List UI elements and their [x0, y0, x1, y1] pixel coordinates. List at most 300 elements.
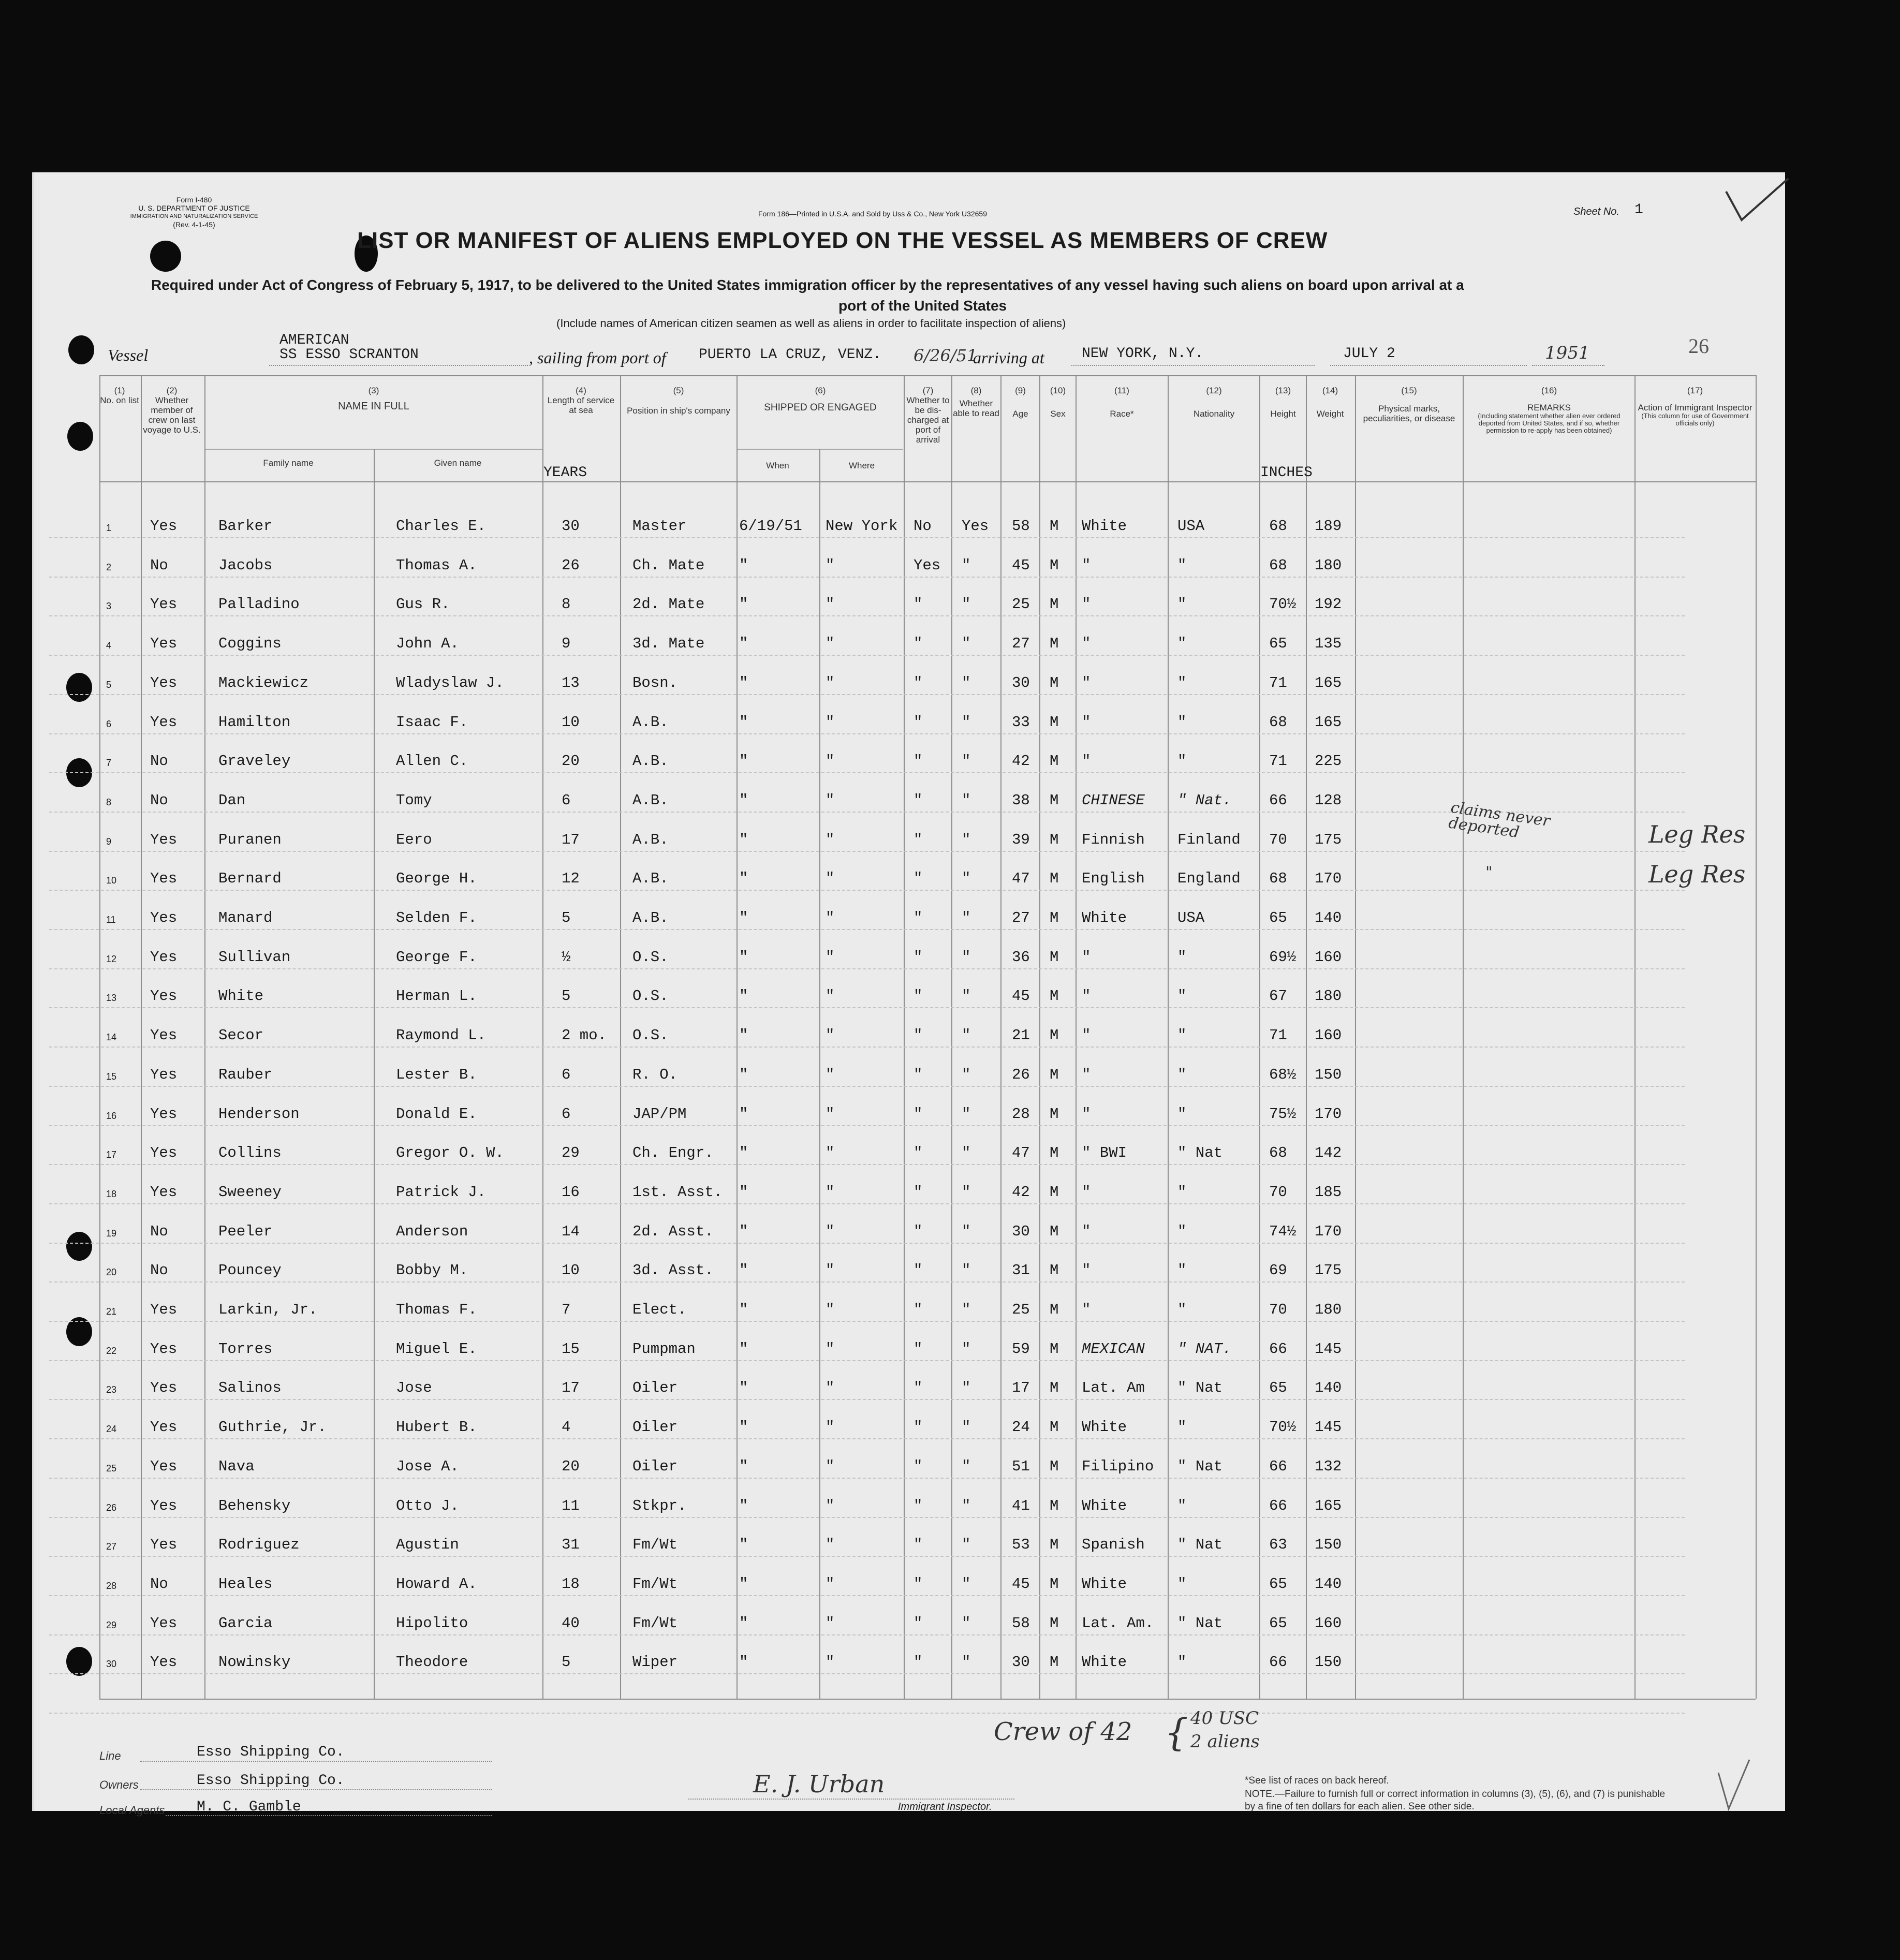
shipped-when: " [739, 1222, 748, 1240]
weight: 165 [1315, 713, 1342, 731]
owners-label: Owners [99, 1778, 139, 1791]
race: White [1082, 1419, 1127, 1436]
family-name: Nava [218, 1457, 255, 1475]
weight: 189 [1315, 518, 1342, 535]
crew-last-voyage: No [150, 556, 168, 574]
sex: M [1050, 1301, 1059, 1318]
row-guide-line [49, 1243, 1685, 1244]
column-rule [1259, 375, 1260, 1699]
crew-last-voyage: Yes [150, 1419, 178, 1436]
crew-last-voyage: Yes [150, 1301, 178, 1318]
given-name: Thomas F. [396, 1301, 477, 1318]
col-13-header [1260, 386, 1306, 419]
height: 71 [1269, 753, 1287, 770]
sex: M [1050, 1457, 1059, 1475]
shipped-where: " [826, 1066, 835, 1083]
able-to-read: " [962, 948, 971, 966]
shipped-when: " [739, 556, 748, 574]
height: 74½ [1269, 1222, 1297, 1240]
crew-brace: { [1165, 1711, 1188, 1754]
col-6b-header: Where [848, 461, 875, 470]
form-id: Form I-480 [176, 196, 212, 204]
column-rule [1306, 375, 1307, 1699]
position: Stkpr. [632, 1497, 687, 1514]
family-name: Larkin, Jr. [218, 1301, 318, 1318]
check-mark [1724, 176, 1791, 223]
sex: M [1050, 1654, 1059, 1671]
able-to-read: " [962, 596, 971, 613]
column-rule [904, 375, 905, 1699]
col-17-header [1636, 386, 1755, 427]
row-guide-line [49, 1517, 1685, 1518]
family-name: Sullivan [218, 948, 291, 966]
race: CHINESE [1082, 791, 1145, 809]
weight: 175 [1315, 1262, 1342, 1279]
col-15-header [1356, 386, 1462, 423]
row-number: 14 [106, 1032, 117, 1043]
row-number: 7 [106, 758, 112, 769]
years-service: 26 [562, 556, 580, 574]
height: 70½ [1269, 1419, 1297, 1436]
years-service: 12 [562, 870, 580, 888]
col-14-header [1307, 386, 1353, 419]
col-4-header [543, 386, 618, 415]
discharged: " [914, 1105, 923, 1123]
nationality: " [1177, 948, 1187, 966]
height: 70½ [1269, 596, 1297, 613]
weight: 225 [1315, 753, 1342, 770]
years-service: 18 [562, 1575, 580, 1593]
given-name: Miguel E. [396, 1340, 477, 1358]
sex: M [1050, 1027, 1059, 1044]
given-name: Gregor O. W. [396, 1144, 504, 1162]
able-to-read: " [962, 988, 971, 1005]
crew-breakdown-aliens: 2 aliens [1190, 1731, 1260, 1752]
weight: 160 [1315, 1027, 1342, 1044]
nationality: " Nat [1177, 1457, 1223, 1475]
col-3b-header: Given name [434, 458, 482, 468]
col-12-header [1169, 386, 1259, 419]
race: " [1082, 1222, 1091, 1240]
shipped-when: " [739, 1340, 748, 1358]
able-to-read: " [962, 1536, 971, 1554]
shipped-when: " [739, 1301, 748, 1318]
discharged: " [914, 1144, 923, 1162]
position: Bosn. [632, 674, 678, 691]
ink-blot [150, 241, 181, 272]
years-service: 17 [562, 1379, 580, 1397]
nationality: Finland [1177, 831, 1241, 848]
age: 39 [1012, 831, 1030, 848]
row-guide-line [49, 1595, 1685, 1596]
weight: 140 [1315, 1379, 1342, 1397]
action-row-10: Leg Res [1648, 860, 1746, 888]
row-guide-line [49, 577, 1685, 578]
column-rule [951, 375, 952, 1699]
row-number: 17 [106, 1150, 117, 1160]
nationality: " [1177, 753, 1187, 770]
race: Lat. Am [1082, 1379, 1145, 1397]
shipped-where: " [826, 948, 835, 966]
family-name: Bernard [218, 870, 282, 888]
age: 42 [1012, 753, 1030, 770]
given-name: Raymond L. [396, 1027, 487, 1044]
shipped-where: " [826, 1379, 835, 1397]
crew-last-voyage: Yes [150, 948, 178, 966]
able-to-read: " [962, 831, 971, 848]
years-service: 10 [562, 713, 580, 731]
family-name: Collins [218, 1144, 282, 1162]
crew-last-voyage: Yes [150, 1340, 178, 1358]
position: Ch. Engr. [632, 1144, 714, 1162]
able-to-read: " [962, 1144, 971, 1162]
crew-last-voyage: Yes [150, 988, 178, 1005]
able-to-read: " [962, 1183, 971, 1201]
race: " [1082, 1027, 1091, 1044]
col-5-number: (5) [673, 386, 684, 395]
position: A.B. [632, 753, 669, 770]
given-name: Patrick J. [396, 1183, 487, 1201]
col-17-title: Action of Immigrant Inspector [1638, 403, 1752, 412]
sex: M [1050, 596, 1059, 613]
able-to-read: " [962, 1262, 971, 1279]
age: 27 [1012, 909, 1030, 926]
col-14-number: (14) [1322, 386, 1338, 395]
inspector-signature: E. J. Urban [753, 1770, 885, 1798]
weight: 150 [1315, 1654, 1342, 1671]
discharged: " [914, 791, 923, 809]
family-name: Behensky [218, 1497, 291, 1514]
given-name: Tomy [396, 791, 432, 809]
able-to-read: " [962, 870, 971, 888]
race: English [1082, 870, 1145, 888]
discharged: " [914, 1497, 923, 1514]
crew-last-voyage: Yes [150, 635, 178, 653]
position: A.B. [632, 909, 669, 926]
given-name: Charles E. [396, 518, 487, 535]
sex: M [1050, 635, 1059, 653]
position: O.S. [632, 988, 669, 1005]
weight: 180 [1315, 1301, 1342, 1318]
given-name: Howard A. [396, 1575, 477, 1593]
race: " [1082, 988, 1091, 1005]
weight: 145 [1315, 1419, 1342, 1436]
shipped-when: " [739, 1144, 748, 1162]
nationality: " Nat [1177, 1536, 1223, 1554]
nationality: " [1177, 635, 1187, 653]
nationality: " [1177, 1497, 1187, 1514]
race: Lat. Am. [1082, 1614, 1154, 1632]
row-guide-line [49, 812, 1685, 813]
weight: 180 [1315, 988, 1342, 1005]
age: 21 [1012, 1027, 1030, 1044]
crew-last-voyage: Yes [150, 1066, 178, 1083]
discharged: " [914, 596, 923, 613]
punch-hole [68, 335, 94, 364]
row-guide-line [49, 851, 1685, 852]
given-name: Bobby M. [396, 1262, 468, 1279]
col-16-number: (16) [1541, 386, 1557, 395]
row-guide-line [49, 1321, 1685, 1322]
weight: 192 [1315, 596, 1342, 613]
given-name: Eero [396, 831, 432, 848]
able-to-read: " [962, 1066, 971, 1083]
position: O.S. [632, 948, 669, 966]
family-name: Graveley [218, 753, 291, 770]
nationality: " [1177, 1301, 1187, 1318]
form-id-block [109, 196, 279, 229]
years-service: 6 [562, 1105, 571, 1123]
given-name: John A. [396, 635, 459, 653]
vessel-label: Vessel [108, 346, 149, 364]
sex: M [1050, 1183, 1059, 1201]
row-guide-line [49, 1281, 1685, 1283]
weight: 165 [1315, 674, 1342, 691]
signature-line [688, 1799, 1014, 1800]
family-name: Hamilton [218, 713, 291, 731]
column-rule [819, 449, 820, 1699]
discharged: " [914, 1654, 923, 1671]
years-service: 7 [562, 1301, 571, 1318]
position: Fm/Wt [632, 1614, 678, 1632]
col-1-title: No. on list [100, 395, 139, 405]
crew-last-voyage: Yes [150, 1183, 178, 1201]
position: Master [632, 518, 687, 535]
height: 66 [1269, 1654, 1287, 1671]
punch-hole [66, 673, 92, 702]
nationality: " [1177, 1027, 1187, 1044]
age: 31 [1012, 1262, 1030, 1279]
family-name: Rodriguez [218, 1536, 300, 1554]
family-name: Torres [218, 1340, 273, 1358]
discharged: Yes [914, 556, 941, 574]
row-number: 21 [106, 1306, 117, 1317]
discharged: " [914, 870, 923, 888]
family-name: Jacobs [218, 556, 273, 574]
remarks-row-10: " [1485, 863, 1493, 881]
given-name: George H. [396, 870, 477, 888]
height: 66 [1269, 1497, 1287, 1514]
race: Spanish [1082, 1536, 1145, 1554]
row-number: 1 [106, 523, 112, 533]
discharged: " [914, 635, 923, 653]
family-name: Dan [218, 791, 246, 809]
col-10-title: Sex [1050, 409, 1066, 419]
sex: M [1050, 988, 1059, 1005]
row-guide-line [49, 615, 1685, 616]
height: 71 [1269, 1027, 1287, 1044]
family-name: Manard [218, 909, 273, 926]
col-12-title: Nationality [1193, 409, 1235, 419]
row-guide-line [49, 1713, 1685, 1714]
years-service: 5 [562, 1654, 571, 1671]
given-name: Jose [396, 1379, 432, 1397]
row-guide-line [49, 655, 1685, 656]
discharged: " [914, 1419, 923, 1436]
row-guide-line [49, 1203, 1685, 1204]
family-name: Salinos [218, 1379, 282, 1397]
age: 47 [1012, 870, 1030, 888]
shipped-where: " [826, 870, 835, 888]
races-note: *See list of races on back hereof. [1245, 1775, 1389, 1786]
owners-value: Esso Shipping Co. [197, 1773, 345, 1789]
shipped-when: " [739, 948, 748, 966]
sheet-label: Sheet No. [1573, 206, 1619, 217]
position: A.B. [632, 831, 669, 848]
given-name: Gus R. [396, 596, 450, 613]
table-bottom-border [99, 1699, 1756, 1700]
crew-last-voyage: Yes [150, 674, 178, 691]
given-name: Isaac F. [396, 713, 468, 731]
able-to-read: " [962, 791, 971, 809]
row-number: 9 [106, 836, 112, 847]
shipped-when: " [739, 909, 748, 926]
crew-count-note: Crew of 42 [994, 1717, 1132, 1746]
shipped-when: " [739, 1419, 748, 1436]
nationality: " Nat [1177, 1614, 1223, 1632]
col-8-title: Whether able to read [953, 399, 999, 418]
crew-last-voyage: Yes [150, 1379, 178, 1397]
given-name: Lester B. [396, 1066, 477, 1083]
given-name: Allen C. [396, 753, 468, 770]
family-name: Heales [218, 1575, 273, 1593]
age: 42 [1012, 1183, 1030, 1201]
weight: 132 [1315, 1457, 1342, 1475]
discharged: " [914, 1536, 923, 1554]
age: 58 [1012, 1614, 1030, 1632]
years-unit: YEARS [543, 465, 587, 481]
col-8-header [952, 386, 1000, 418]
discharged: " [914, 1301, 923, 1318]
position: Oiler [632, 1457, 678, 1475]
nationality: " Nat [1177, 1144, 1223, 1162]
shipped-when: " [739, 1457, 748, 1475]
column-rule [737, 375, 738, 1699]
height: 65 [1269, 909, 1287, 926]
line-value: Esso Shipping Co. [197, 1744, 345, 1760]
shipped-when: " [739, 1379, 748, 1397]
nationality: " [1177, 1183, 1187, 1201]
column-rule [204, 375, 205, 1699]
family-name: Palladino [218, 596, 300, 613]
sex: M [1050, 1419, 1059, 1436]
shipped-when: " [739, 635, 748, 653]
able-to-read: " [962, 1301, 971, 1318]
nationality: USA [1177, 909, 1205, 926]
weight: 170 [1315, 1222, 1342, 1240]
shipped-when: " [739, 831, 748, 848]
height: 66 [1269, 791, 1287, 809]
column-rule [1076, 375, 1077, 1699]
position: 2d. Asst. [632, 1222, 714, 1240]
row-number: 10 [106, 875, 117, 886]
given-name: Herman L. [396, 988, 477, 1005]
row-number: 18 [106, 1188, 117, 1199]
crew-last-voyage: Yes [150, 831, 178, 848]
shipped-where: " [826, 1614, 835, 1632]
row-number: 11 [106, 915, 116, 925]
shipped-subheader-line [738, 449, 903, 450]
sex: M [1050, 831, 1059, 848]
col-6a-header: When [766, 461, 789, 470]
family-name: Nowinsky [218, 1654, 291, 1671]
position: 2d. Mate [632, 596, 705, 613]
discharged: " [914, 1614, 923, 1632]
height: 68½ [1269, 1066, 1297, 1083]
race: " [1082, 948, 1091, 966]
col-3-number: (3) [368, 386, 379, 395]
position: R. O. [632, 1066, 678, 1083]
age: 26 [1012, 1066, 1030, 1083]
nationality: " NAT. [1177, 1340, 1232, 1358]
shipped-where: " [826, 596, 835, 613]
col-2-header [141, 386, 203, 435]
years-service: 10 [562, 1262, 580, 1279]
able-to-read: " [962, 1222, 971, 1240]
family-name: Peeler [218, 1222, 273, 1240]
able-to-read: " [962, 674, 971, 691]
nationality: " [1177, 1419, 1187, 1436]
position: 3d. Mate [632, 635, 705, 653]
years-service: 2 mo. [562, 1027, 607, 1044]
shipped-where: " [826, 1144, 835, 1162]
col-1-number: (1) [114, 386, 125, 395]
shipped-where: " [826, 1301, 835, 1318]
row-guide-line [49, 968, 1685, 969]
printer-note: Form 186—Printed in U.S.A. and Sold by Uss & Co., New York U32659 [758, 210, 987, 218]
col-9-header [1001, 386, 1039, 419]
race: " [1082, 1066, 1091, 1083]
sex: M [1050, 1144, 1059, 1162]
discharged: " [914, 1222, 923, 1240]
col-11-header [1077, 386, 1167, 419]
years-service: 6 [562, 791, 571, 809]
sex: M [1050, 1340, 1059, 1358]
col-6-header [738, 386, 903, 412]
form-title: LIST OR MANIFEST OF ALIENS EMPLOYED ON THE VESSEL AS MEMBERS OF CREW [357, 228, 1328, 253]
row-guide-line [49, 890, 1685, 891]
able-to-read: " [962, 1457, 971, 1475]
age: 25 [1012, 596, 1030, 613]
col-4-title: Length of service at sea [547, 395, 615, 415]
crew-last-voyage: Yes [150, 518, 178, 535]
position: Oiler [632, 1379, 678, 1397]
race: White [1082, 1654, 1127, 1671]
race: " [1082, 713, 1091, 731]
row-guide-line [49, 1673, 1685, 1674]
age: 58 [1012, 518, 1030, 535]
row-number: 4 [106, 640, 112, 651]
race: " [1082, 635, 1091, 653]
height: 65 [1269, 1575, 1287, 1593]
row-number: 13 [106, 993, 117, 1004]
nationality: " [1177, 988, 1187, 1005]
shipped-where: " [826, 1183, 835, 1201]
years-service: 4 [562, 1419, 571, 1436]
revision: (Rev. 4-1-45) [173, 220, 215, 229]
weight: 140 [1315, 909, 1342, 926]
col-3-title: NAME IN FULL [338, 401, 409, 412]
shipped-where: " [826, 635, 835, 653]
age: 53 [1012, 1536, 1030, 1554]
line-underline [140, 1761, 492, 1762]
age: 41 [1012, 1497, 1030, 1514]
years-service: 15 [562, 1340, 580, 1358]
col-2-number: (2) [166, 386, 178, 395]
race: Finnish [1082, 831, 1145, 848]
height: 70 [1269, 1183, 1287, 1201]
column-rule [542, 375, 543, 1699]
